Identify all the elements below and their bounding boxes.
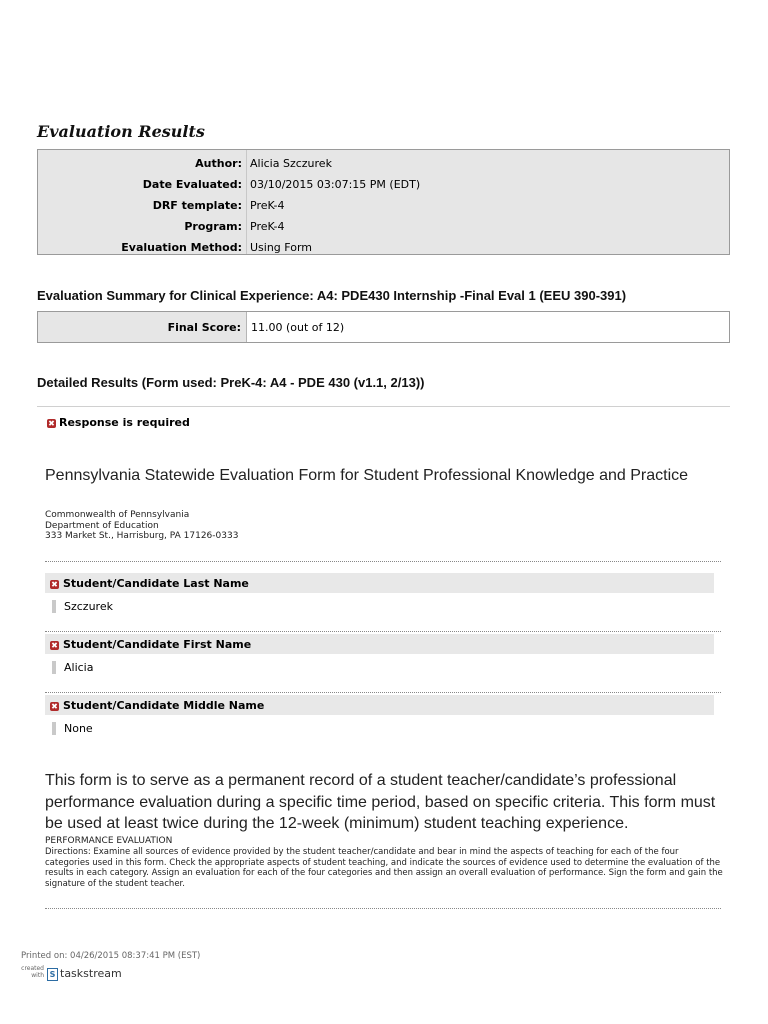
final-score-value: 11.00 (out of 12) xyxy=(251,321,345,334)
dotted-divider xyxy=(45,561,721,562)
divider xyxy=(37,406,730,407)
required-icon: ✖ xyxy=(48,418,55,428)
meta-value: Alicia Szczurek xyxy=(250,157,332,170)
required-icon: ✖ xyxy=(51,701,58,711)
meta-row-author xyxy=(38,152,729,172)
created-with xyxy=(20,965,44,979)
created-line: created xyxy=(21,965,44,972)
field-value-text: Szczurek xyxy=(64,600,113,613)
field-last-name-label xyxy=(45,573,714,593)
taskstream-brand: taskstream xyxy=(60,967,122,980)
summary-heading: Evaluation Summary for Clinical Experience: A4: PDE430 Internship -Final Eval 1 (EEU 390-391) xyxy=(37,288,627,303)
meta-value: Using Form xyxy=(250,241,312,254)
field-middle-name-label xyxy=(45,695,714,715)
meta-value: 03/10/2015 03:07:15 PM (EDT) xyxy=(250,178,421,191)
created-line: with xyxy=(31,972,44,979)
required-note xyxy=(47,416,190,429)
meta-value: PreK-4 xyxy=(250,220,285,233)
required-icon: ✖ xyxy=(51,579,58,589)
address-line: Commonwealth of Pennsylvania xyxy=(45,510,190,520)
final-score-label-cell xyxy=(38,312,247,342)
field-middle-name-value xyxy=(54,722,93,735)
field-last-name-value xyxy=(54,600,113,613)
meta-label: Date Evaluated: xyxy=(142,178,242,191)
field-label: Student/Candidate Last Name xyxy=(63,577,249,590)
taskstream-icon: S xyxy=(47,968,58,981)
field-value-text: None xyxy=(64,722,93,735)
detailed-heading: Detailed Results (Form used: PreK-4: A4 - PDE 430 (v1.1, 2/13)) xyxy=(37,375,425,390)
address-block xyxy=(45,510,238,542)
form-statement: This form is to serve as a permanent record of a student teacher/candidate’s professional performance evaluation during a specific time period, based on specific criteria. This form must be used at least twice during the 12-week (minimum) student teaching experience. xyxy=(45,772,716,832)
value-marker xyxy=(52,661,56,674)
evaluation-meta-table xyxy=(37,149,730,255)
meta-row-template xyxy=(38,194,729,214)
address-line: Department of Education xyxy=(45,520,159,531)
field-first-name-label xyxy=(45,634,714,654)
meta-label: Program: xyxy=(184,220,242,233)
meta-row-date xyxy=(38,173,729,193)
meta-row-program xyxy=(38,215,729,235)
meta-label: Author: xyxy=(195,157,242,170)
final-score-label: Final Score: xyxy=(167,321,241,334)
meta-label: DRF template: xyxy=(152,199,242,212)
final-score-table xyxy=(37,311,730,343)
meta-row-method xyxy=(38,236,729,256)
field-value-text: Alicia xyxy=(64,661,94,674)
dotted-divider xyxy=(45,692,721,693)
required-note-text: Response is required xyxy=(59,416,190,429)
value-marker xyxy=(52,722,56,735)
meta-value: PreK-4 xyxy=(250,199,285,212)
field-label: Student/Candidate First Name xyxy=(63,638,252,651)
dotted-divider xyxy=(45,631,721,632)
form-title: Pennsylvania Statewide Evaluation Form for Student Professional Knowledge and Practice xyxy=(45,467,689,484)
value-marker xyxy=(52,600,56,613)
required-icon: ✖ xyxy=(51,640,58,650)
evaluation-title: Evaluation Results xyxy=(37,122,205,141)
taskstream-logo xyxy=(47,967,122,981)
address-line: 333 Market St., Harrisburg, PA 17126-0333 xyxy=(45,531,239,541)
printed-on: Printed on: 04/26/2015 08:37:41 PM (EST) xyxy=(21,951,201,961)
dotted-divider xyxy=(45,908,721,909)
performance-evaluation-title: PERFORMANCE EVALUATION xyxy=(45,836,173,846)
meta-label: Evaluation Method: xyxy=(121,241,242,254)
field-first-name-value xyxy=(54,661,94,674)
field-label: Student/Candidate Middle Name xyxy=(63,699,265,712)
directions-text: Directions: Examine all sources of evidence provided by the student teacher/candidate and bear in mind the aspects of teaching for each of the four categories used in this form. Check the appropriate aspects of student teaching, and indicate the sources of evidence used to determine the evaluation of the results in each category. Assign an evaluation for each of the four categories and then assign an overall evaluation of performance. Sign the form and gain the signature of the student teacher. xyxy=(45,847,723,890)
